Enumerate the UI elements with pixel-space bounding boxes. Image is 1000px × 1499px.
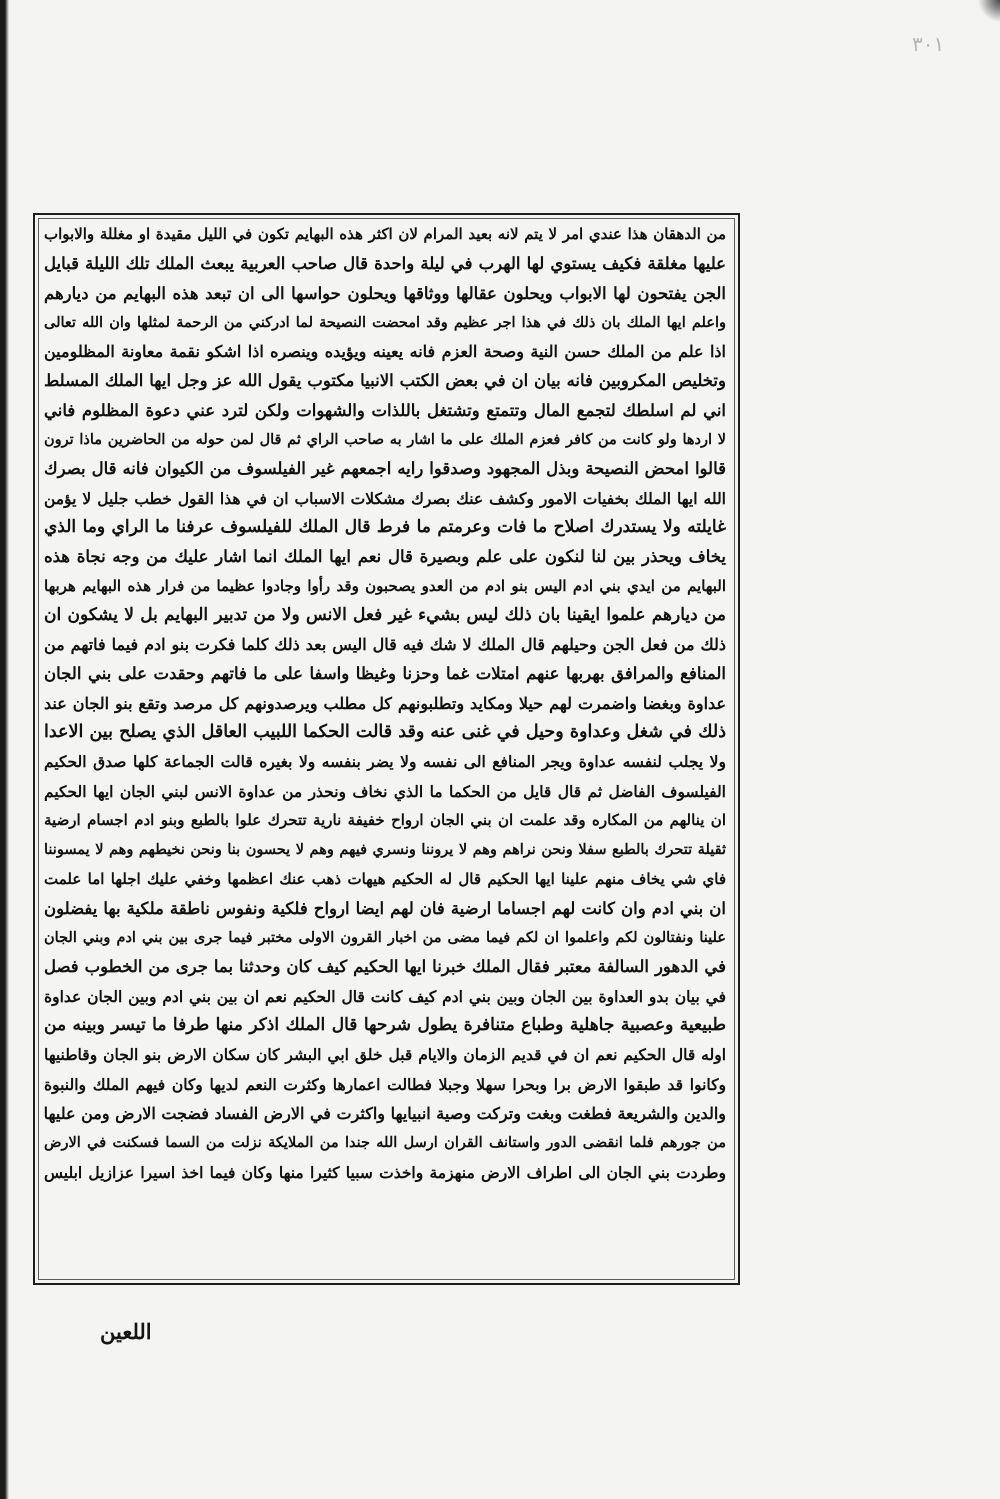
text-line: في الدهور السالفة معتبر فقال الملك خبرنا ايها الحكيم كيف كان وحدثنا بما جرى من الخطوب فصل xyxy=(44,957,726,977)
text-line: عداوة وبغضا واضمرت لهم حيلا ومكايد وتطلبونهم كل مطلب ويرصدونهم كل مرصد وتقع بنو الجان عند xyxy=(44,693,726,713)
text-line: قالوا امحض النصيحة وبذل المجهود وصدقوا رايه اجمعهم غير الفيلسوف من الكيوان فانه قال بصرك xyxy=(44,459,726,479)
folio-number: ٣٠١ xyxy=(912,32,945,56)
text-line: ذلك من فعل الجن وحيلهم قال الملك لا شك فيه قال اليس بعد ذلك كلما فكرت بنو ادم فيما فاتهم من xyxy=(44,635,726,655)
text-line: من جورهم فلما انقضى الدور واستانف القران ارسل الله جندا من الملايكة نزلت من السما فسكنت في الارض xyxy=(44,1134,726,1152)
text-line: علينا ونفتالون لكم واعلموا ان لكم فيما مضى من اخبار القرون الاولى مختبر فيما جرى بين بني ادم وبني الجان xyxy=(44,929,726,947)
text-line: ولا يجلب لنفسه عداوة ويجر المنافع الى نفسه ولا يضر بنفسه ولا بغيره قالت الجماعة كلها صدق الحكيم xyxy=(44,752,726,772)
text-line: اني لم اسلطك لتجمع المال وتتمتع وتشتغل باللذات والشهوات ولكن لترد عني دعوة المظلوم فاني xyxy=(44,400,726,420)
text-line: وتخليص المكروبين فانه بيان ان في بعض الكتب الانبيا مكتوب يقول الله عز وجل ايها الملك المسلط xyxy=(44,371,726,391)
text-line: وكانوا قد طبقوا الارض برا وبحرا سهلا وجبلا فطالت اعمارها وكثرت النعم لديها وكان فيهم الملك والنبوة xyxy=(44,1074,726,1094)
page-gutter-edge xyxy=(0,0,9,1499)
text-line: غايلته ولا يستدرك اصلاح ما فات وعرمتم ما فرط قال الملك للفيلسوف عرفنا ما الراي وما الذي xyxy=(44,516,726,537)
text-line: يخاف ويحذر بين لنا لنكون على علم وبصيرة قال نعم ايها الملك انما اشار عليك من وجه نجاة هذه xyxy=(44,547,726,567)
manuscript-text-block xyxy=(44,220,726,1276)
page-corner-shadow xyxy=(974,0,1000,30)
text-line: ان بني ادم وان كانت لهم اجساما ارضية فان لهم ايضا ارواح فلكية ونفوس ناطقة ملكية بها يفضلون xyxy=(44,898,726,918)
text-line: من الدهقان هذا عندي امر لا يتم لانه بعيد المرام لان اكثر هذه البهايم تكون في الليل مقيدة او مغللة والابواب xyxy=(44,225,726,243)
text-line: وطردت بني الجان الى اطراف الارض منهزمة واخذت سبيا كثيرا منها وكان فيما اخذ اسيرا عزازيل ابليس xyxy=(44,1162,726,1182)
text-line: من ديارهم علموا ايقينا بان ذلك ليس بشيء غير فعل الانس ولا من تدبير البهايم بل لا يشكون ان xyxy=(44,604,726,625)
text-line: اوله قال الحكيم نعم ان في قديم الزمان والايام قبل خلق ابي البشر كان سكان الارض بنو الجان وقاطنيها xyxy=(44,1045,726,1065)
text-line: ذلك في شغل وعداوة وحيل في غنى عنه وقد قالت الحكما اللبيب العاقل الذي يصلح بين الاعدا xyxy=(44,722,726,743)
text-line: الفيلسوف الفاضل ثم قال قايل من الحكما ما الذي نخاف ونحذر من عداوة الانس لبني الجان ايها الحكيم xyxy=(44,781,726,801)
text-line: المنافع والمرافق بهربها عنهم امتلات غما وحزنا وغيظا واسفا على ما فاتهم وحقدت على بني الجان xyxy=(44,664,726,684)
text-line: ثقيلة تتحرك بالطبع سفلا ونحن نراهم وهم لا يروننا ونسري فيهم وهم لا يحسون بنا ونحن نخيطهم وهم لا يمسوننا xyxy=(44,841,726,859)
text-line: اذا علم من الملك حسن النية وصحة العزم فانه يعينه ويؤيده وينصره اذا اشكو نقمة معاونة المظلومين xyxy=(44,342,726,362)
text-line: لا اردها ولو كانت من كافر فعزم الملك على ما اشار به صاحب الراي ثم قال لمن حوله من الحاضرين ماذا ترون xyxy=(44,431,726,449)
text-line: في بيان بدو العداوة بين الجان وبين بني ادم كيف كانت قال الحكيم نعم ان بين بني ادم وبين الجان عداوة xyxy=(44,986,726,1006)
text-line: الجن يفتحون لها الابواب ويحلون عقالها ووثاقها ويحلون حواسها الى ان تبعد هذه البهايم من ديارهم xyxy=(44,283,726,303)
text-line: والدين والشريعة فطغت وبغت وتركت وصية انبيايها واكثرت في الارض الفساد فضجت الارض ومن عليها xyxy=(44,1103,726,1123)
text-line: طبيعية وعصبية جاهلية وطباع متنافرة يطول شرحها قال الملك اذكر منها طرفا ما تيسر وبينه من xyxy=(44,1015,726,1036)
text-line: عليها مغلقة فكيف يستوي لها الهرب في ليلة واحدة قال صاحب العربية يبعث الملك تلك الليلة قبايل xyxy=(44,254,726,274)
text-line: البهايم من ايدي بني ادم اليس بنو ادم من العدو يصحبون وقد رأوا وجادوا عظيما من فرار هذه البهايم هربها xyxy=(44,576,726,595)
text-line: فاي شي يخاف منهم علينا ايها الحكيم قال له الحكيم هيهات ذهب عنك اعظمها وخفي عليك اجلها اما علمت xyxy=(44,869,726,888)
text-line: ان ينالهم من المكاره وقد علمت ان بني الجان ارواح خفيفة نارية تتحرك علوا بالطبع وبنو ادم اجسام ارضية xyxy=(44,810,726,829)
catchword: اللعين xyxy=(100,1319,152,1344)
text-line: واعلم ايها الملك بان ذلك في هذا اجر عظيم وقد امحضت النصيحة لما ادركني من الرحمة لمثلها وان الله تعالى xyxy=(44,313,726,331)
text-line: الله ايها الملك بخفيات الامور وكشف عنك بصرك مشكلات الاسباب ان في هذا القول خطب جليل لا يؤمن xyxy=(44,488,726,508)
